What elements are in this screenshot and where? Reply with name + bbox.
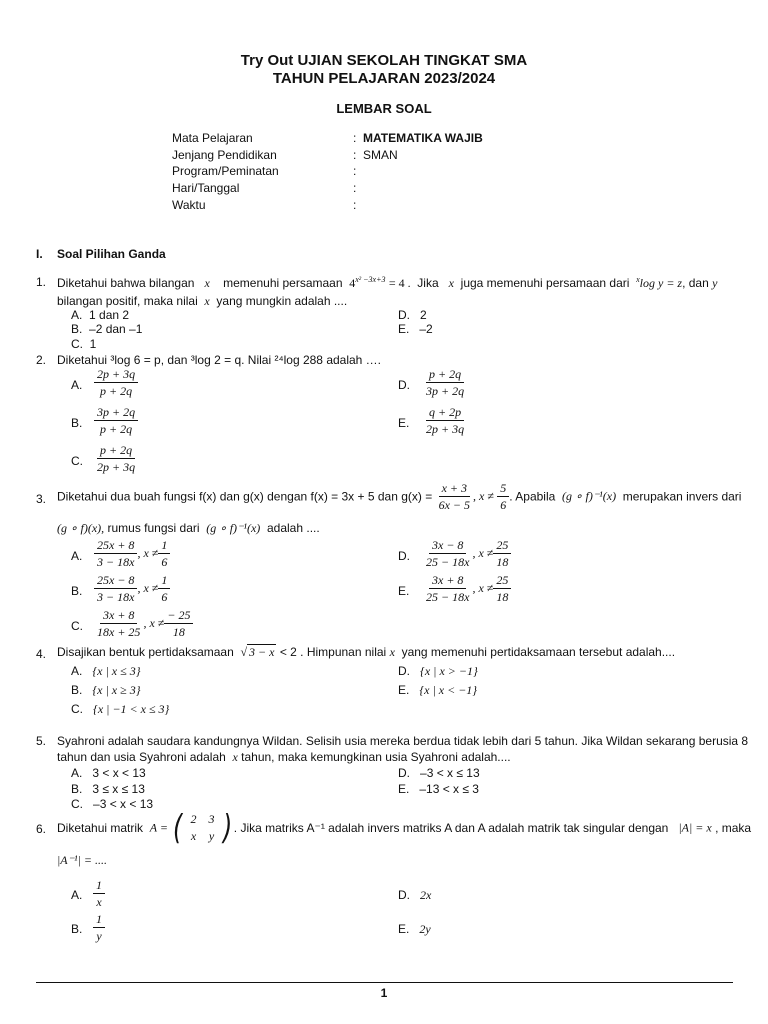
option-d[interactable]: D. –3 < x ≤ 13 — [398, 766, 480, 780]
info-label: Jenjang Pendidikan — [172, 148, 277, 162]
option-b[interactable]: B. {x | x ≥ 3} — [71, 683, 141, 697]
option-b[interactable]: B. — [71, 922, 83, 936]
option-c[interactable]: C. {x | −1 < x ≤ 3} — [71, 702, 170, 716]
info-label: Hari/Tanggal — [172, 181, 240, 195]
doc-title-line1: Try Out UJIAN SEKOLAH TINGKAT SMA — [240, 52, 528, 69]
question-number: 1. — [36, 275, 47, 289]
question-number: 6. — [36, 822, 47, 836]
matrix-a: ( 2 3 x y ) — [173, 808, 232, 848]
option-c[interactable]: C. 1 — [71, 337, 97, 351]
info-colon: : — [353, 181, 357, 195]
q4-text: Disajikan bentuk pertidaksamaan √ 3 − x < 2 . Himpunan nilai x yang memenuhi pertidaksamaan tersebut adalah.... — [57, 645, 676, 659]
option-b[interactable]: B. — [71, 584, 83, 598]
option-d[interactable]: D. — [398, 378, 410, 392]
option-a[interactable]: A. — [71, 549, 83, 563]
option-e-fraction: $\frac{q + 2p}{2p + 3q}$ — [426, 405, 465, 436]
info-label: Waktu — [172, 198, 206, 212]
q5-text: Syahroni adalah saudara kandungnya Wildan. Selisih usia mereka berdua tidak lebih dari 5 tahun. Jika Wildan sekarang berusia 8 — [57, 734, 749, 748]
option-a[interactable]: A. 3 < x < 13 — [71, 766, 146, 780]
option-b-fraction: $\frac{1}{y}$ — [93, 913, 105, 942]
section-title: Soal Pilihan Ganda — [57, 247, 166, 261]
option-d[interactable]: D. — [398, 549, 410, 563]
option-a[interactable]: A. — [71, 378, 83, 392]
info-value: SMAN — [363, 148, 398, 162]
option-a-fraction: $\frac{1}{x}$ — [93, 879, 105, 908]
option-a[interactable]: A. — [71, 888, 83, 902]
option-e[interactable]: E. — [398, 416, 410, 430]
q2-text: Diketahui ³log 6 = p, dan ³log 2 = q. Nilai ²⁴log 288 adalah …. — [57, 353, 382, 367]
option-a-fraction: $\frac{2p + 3q}{p + 2q}$ — [94, 368, 138, 397]
q3-text-line2: (g ∘ f)(x), rumus fungsi dari (g ∘ f)⁻¹(x) adalah .... — [57, 521, 320, 535]
option-c[interactable]: C. — [71, 454, 83, 468]
q1-text: Diketahui bahwa bilangan x memenuhi persamaan $4^{x^2 -3x+3} = 4$ . Jika x juga memenuhi persamaan dari $^x$log y = z, dan y — [57, 275, 718, 290]
info-colon: : — [353, 148, 357, 162]
info-colon: : — [353, 131, 357, 145]
doc-title-line2: TAHUN PELAJARAN 2023/2024 — [272, 70, 496, 87]
question-number: 3. — [36, 492, 47, 506]
option-a[interactable]: A. 1 dan 2 — [71, 308, 130, 322]
doc-subtitle: LEMBAR SOAL — [336, 101, 432, 116]
section-number: I. — [36, 247, 43, 261]
option-d-fraction: $\frac{p + 2q}{3p + 2q}$ — [426, 367, 465, 398]
option-a-expr: $\frac{25x + 8}{3 - 18x}$ , x ≠ $\frac{1}{6}$ — [94, 539, 170, 568]
info-colon: : — [353, 198, 357, 212]
footer-divider — [36, 982, 733, 983]
option-b[interactable]: B. 3 ≤ x ≤ 13 — [71, 782, 145, 796]
info-value: MATEMATIKA WAJIB — [363, 131, 483, 145]
info-label: Program/Peminatan — [172, 164, 279, 178]
q1-text-line2: bilangan positif, maka nilai x yang mungkin adalah .... — [57, 294, 348, 308]
option-e[interactable]: E. –2 — [398, 322, 433, 336]
option-d[interactable]: D. 2 — [398, 308, 427, 322]
option-e[interactable]: E. {x | x < −1} — [398, 683, 478, 697]
info-label: Mata Pelajaran — [172, 131, 253, 145]
option-d[interactable]: D. 2x — [398, 888, 432, 902]
option-a[interactable]: A. {x | x ≤ 3} — [71, 664, 141, 678]
option-e[interactable]: E. –13 < x ≤ 3 — [398, 782, 479, 796]
option-b[interactable]: B. –2 dan –1 — [71, 322, 143, 336]
info-colon: : — [353, 164, 357, 178]
q3-text: Diketahui dua buah fungsi f(x) dan g(x) dengan f(x) = 3x + 5 dan g(x) = $\frac{x + 3}{6x - 5}$ , x ≠ $\frac{5}{6}$ . Apabila (g ∘ f)⁻¹(x) merupakan invers dari — [57, 481, 742, 512]
q5-text-line2: tahun dan usia Syahroni adalah x tahun, maka kemungkinan usia Syahroni adalah.... — [57, 750, 511, 764]
option-c[interactable]: C. –3 < x < 13 — [71, 797, 154, 811]
option-e[interactable]: E. — [398, 584, 410, 598]
option-e[interactable]: E. 2y — [398, 922, 431, 936]
question-number: 4. — [36, 647, 47, 661]
q6-text: Diketahui matrik A = ( 2 3 x y ) . Jika matriks A⁻¹ adalah invers matriks A dan A adalah matrik tak singular dengan |A| = x , maka — [57, 808, 752, 848]
page-number: 1 — [380, 986, 388, 1000]
option-b-fraction: $\frac{3p + 2q}{p + 2q}$ — [94, 406, 138, 435]
option-d[interactable]: D. {x | x > −1} — [398, 664, 478, 678]
option-b[interactable]: B. — [71, 416, 83, 430]
question-number: 2. — [36, 353, 47, 367]
option-d-expr: $\frac{3x - 8}{25 - 18x}$ , x ≠ $\frac{25}{18}$ — [423, 539, 511, 568]
option-b-expr: $\frac{25x - 8}{3 - 18x}$ , x ≠ $\frac{1}{6}$ — [94, 574, 170, 603]
option-c-fraction: $\frac{p + 2q}{2p + 3q}$ — [97, 443, 136, 474]
option-c-expr: $\frac{3x + 8}{18x + 25}$ , x ≠ $\frac{- 25}{18}$ — [94, 609, 193, 638]
q6-text-line2: |A⁻¹| = .... — [57, 853, 107, 867]
question-number: 5. — [36, 734, 47, 748]
option-e-expr: $\frac{3x + 8}{25 - 18x}$ , x ≠ $\frac{25}{18}$ — [423, 574, 511, 603]
option-c[interactable]: C. — [71, 619, 83, 633]
